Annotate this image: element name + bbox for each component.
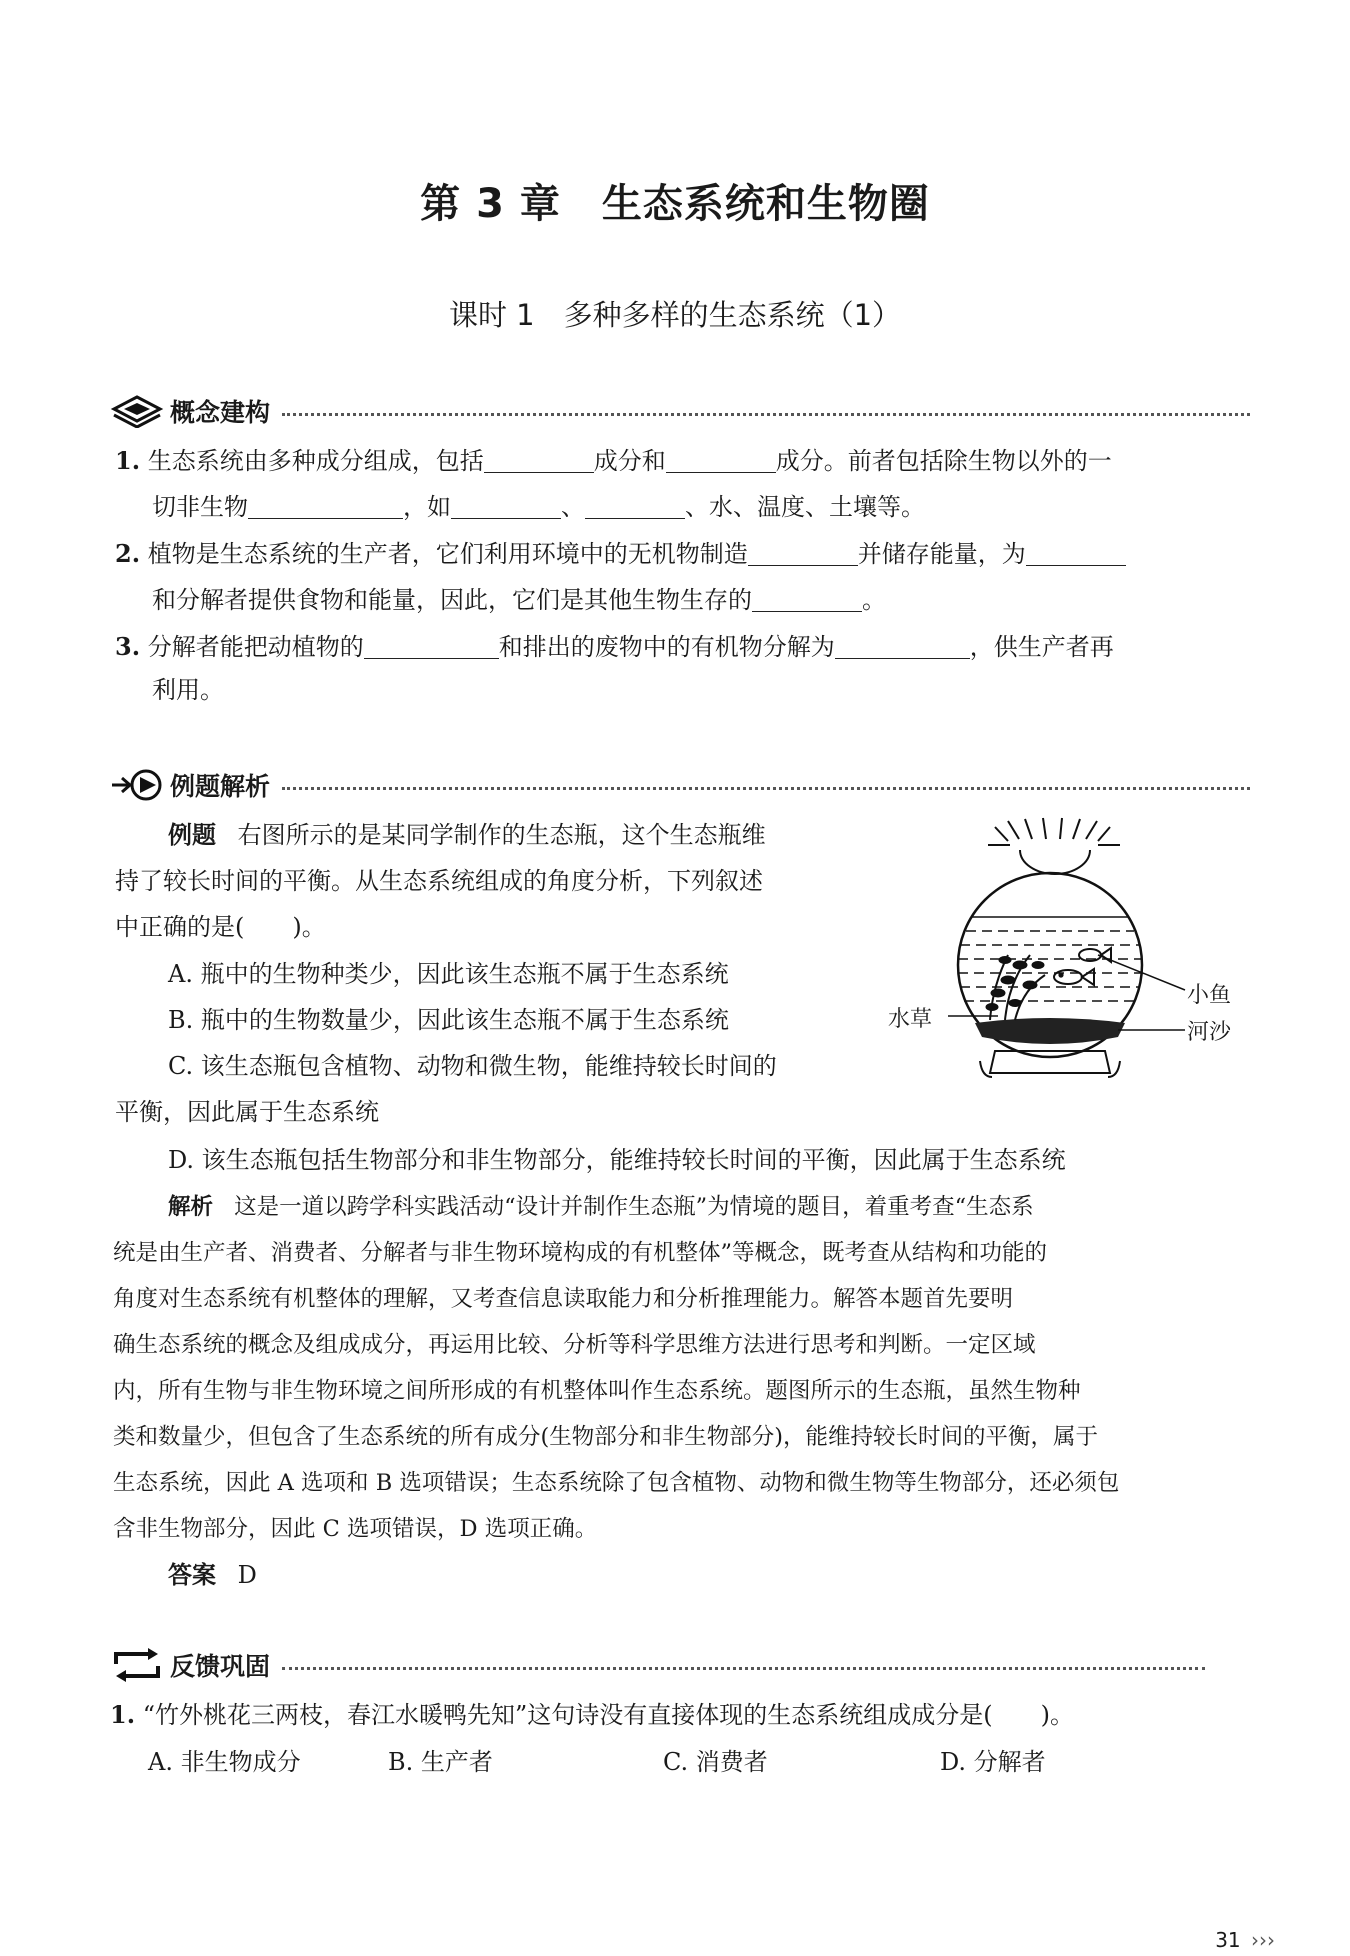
question-number: 2. [115,539,141,568]
analysis-line4: 确生态系统的概念及组成成分，再运用比较、分析等科学思维方法进行思考和判断。一定区域 [113,1332,1036,1358]
option-d: D. 该生态瓶包括生物部分和非生物部分，能维持较长时间的平衡，因此属于生态系统 [168,1146,1066,1174]
label-grass: 水草 [888,1007,933,1032]
example-stem-line1: 例题 右图所示的是某同学制作的生态瓶，这个生态瓶维 [168,821,766,849]
feedback-option-a: A. 非生物成分 [148,1748,301,1776]
answer-blank[interactable] [748,541,858,566]
concept-q2-line1: 2. 植物是生态系统的生产者，它们利用环境中的无机物制造 并储存能量，为 [115,536,1126,572]
play-arrow-icon [110,768,164,802]
question-number: 1. [115,446,141,475]
analysis-line7: 生态系统，因此 A 选项和 B 选项错误；生态系统除了包含植物、动物和微生物等生物部分，还必须包 [113,1470,1120,1496]
answer-blank[interactable] [585,494,685,519]
example-tag: 例题 [168,821,216,849]
answer-tag: 答案 [168,1561,216,1589]
analysis-line5: 内，所有生物与非生物环境之间所形成的有机整体叫作生态系统。题图所示的生态瓶，虽然生物种 [113,1378,1081,1404]
section-header-concept [110,391,1250,431]
answer-blank[interactable] [1026,541,1126,566]
answer-blank[interactable] [451,494,561,519]
fish-icon [1054,948,1111,985]
section-label: 概念建构 [170,398,271,427]
section-header-feedback [110,1645,1205,1685]
feedback-option-c: C. 消费者 [663,1748,768,1776]
answer-blank[interactable] [835,634,970,659]
chevrons-icon: ››› [1251,1928,1275,1952]
concept-q1-line1: 1. 生态系统由多种成分组成，包括 成分和 成分。前者包括除生物以外的一 [115,446,1112,475]
section-label: 反馈巩固 [170,1652,271,1681]
refresh-arrows-icon [110,1648,164,1682]
concept-q1-line2: 切非生物 ，如 、 、水、温度、土壤等。 [152,493,925,521]
analysis-line3: 角度对生态系统有机整体的理解，又考查信息读取能力和分析推理能力。解答本题首先要明 [113,1286,1014,1312]
section-label: 例题解析 [170,772,271,801]
option-b: B. 瓶中的生物数量少，因此该生态瓶不属于生态系统 [168,1006,729,1034]
option-a: A. 瓶中的生物种类少，因此该生态瓶不属于生态系统 [168,960,729,988]
analysis-line8: 含非生物部分，因此 C 选项错误，D 选项正确。 [113,1516,598,1542]
dotted-divider [282,1667,1205,1670]
feedback-option-d: D. 分解者 [940,1748,1046,1776]
answer-blank[interactable] [364,634,499,659]
concept-q2-line2: 和分解者提供食物和能量，因此，它们是其他生物生存的 。 [152,586,886,614]
page-number: 31 ››› [1215,1928,1275,1952]
answer-line [168,1557,257,1593]
question-number: 3. [115,632,141,661]
answer-blank[interactable] [666,448,776,473]
chapter-title: 第 3 章 生态系统和生物圈 [420,181,930,227]
example-stem-line2: 持了较长时间的平衡。从生态系统组成的角度分析，下列叙述 [115,867,763,895]
analysis-line2: 统是由生产者、消费者、分解者与非生物环境构成的有机整体”等概念，既考查从结构和功能的 [113,1240,1048,1266]
lesson-title: 课时 1 多种多样的生态系统（1） [448,298,902,332]
option-c-line1: C. 该生态瓶包含植物、动物和微生物，能维持较长时间的 [168,1052,777,1080]
answer-blank[interactable] [484,448,594,473]
dotted-divider [282,413,1250,416]
label-fish: 小鱼 [1187,983,1232,1008]
feedback-option-b: B. 生产者 [388,1748,493,1776]
feedback-q1-stem: 1. “竹外桃花三两枝，春江水暖鸭先知”这句诗没有直接体现的生态系统组成成分是( )。 [110,1700,1074,1729]
analysis-line1: 解析 这是一道以跨学科实践活动“设计并制作生态瓶”为情境的题目，着重考查“生态系 [168,1194,1034,1220]
question-number: 1. [110,1700,136,1729]
answer-blank[interactable] [752,587,862,612]
answer-value: D [237,1561,257,1589]
answer-blank[interactable] [248,494,403,519]
option-c-line2: 平衡，因此属于生态系统 [115,1098,379,1126]
label-sand: 河沙 [1187,1020,1232,1045]
layers-icon [110,394,164,428]
concept-q3-line2: 利用。 [152,676,224,704]
sun-icon [988,818,1120,874]
concept-q3-line1: 3. 分解者能把动植物的 和排出的废物中的有机物分解为 ，供生产者再 [115,632,1114,661]
analysis-line6: 类和数量少，但包含了生态系统的所有成分(生物部分和非生物部分)，能维持较长时间的平衡，属于 [113,1424,1099,1450]
dotted-divider [282,787,1250,790]
analysis-tag: 解析 [168,1194,214,1220]
example-stem-line3: 中正确的是( )。 [115,913,326,941]
section-header-example [110,765,1250,805]
